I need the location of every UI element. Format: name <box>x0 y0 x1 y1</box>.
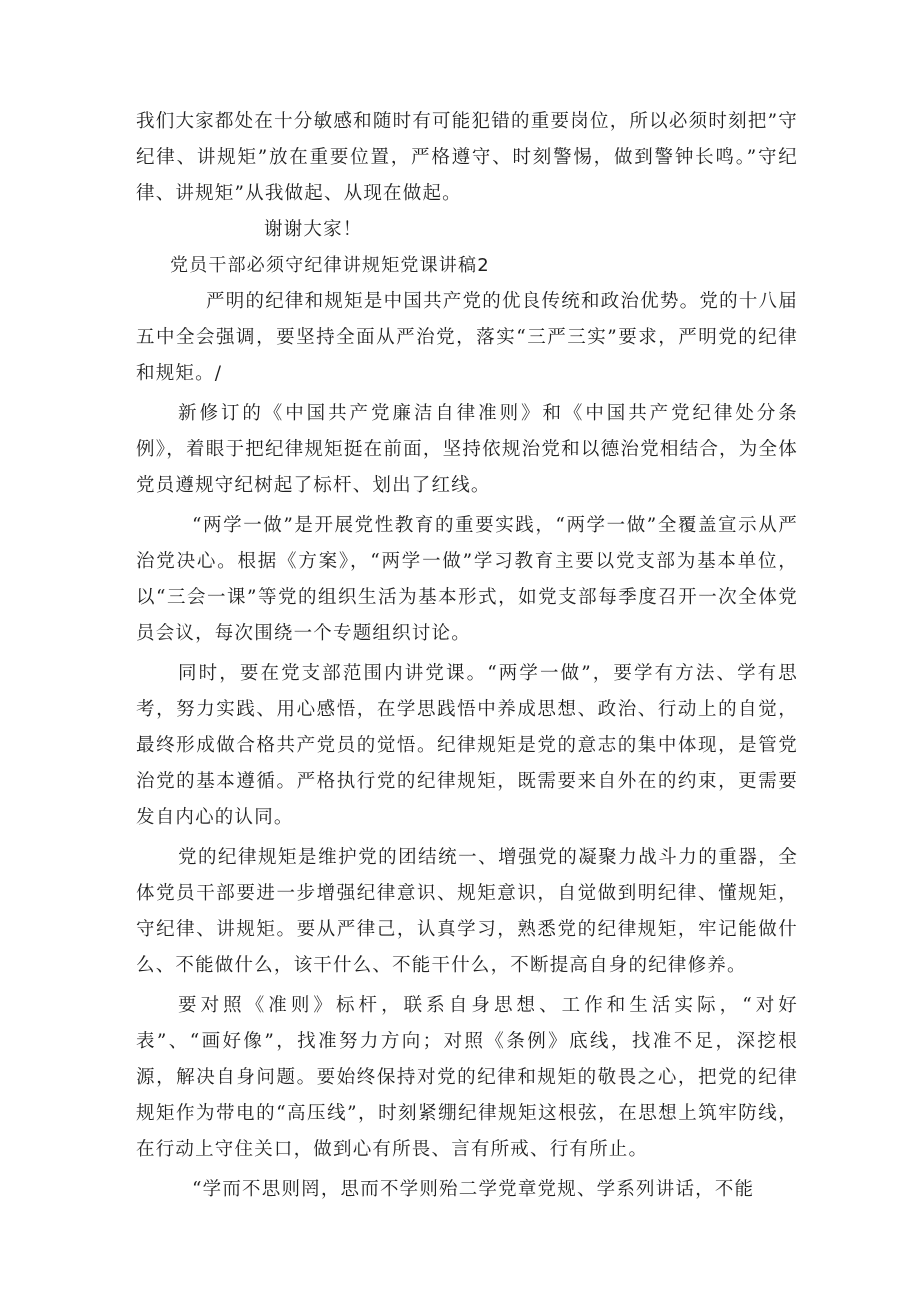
paragraph-1: 严明的纪律和规矩是中国共产党的优良传统和政治优势。党的十八届五中全会强调，要坚持全面从严治党，落实“三严三实”要求，严明党的纪律和规矩。/ <box>136 291 798 384</box>
document-body <box>136 104 798 1208</box>
section-heading: 党员干部必须守纪律讲规矩党课讲稿2 <box>170 255 490 276</box>
paragraph-intro: 我们大家都处在十分敏感和随时有可能犯错的重要岗位，所以必须时刻把”守纪律、讲规矩”放在重要位置，严格遵守、时刻警惕，做到警钟长鸣。”守纪律、讲规矩”从我做起、从现在做起。 <box>136 111 798 204</box>
thanks-line: 谢谢大家！ <box>264 219 363 240</box>
paragraph-7: “学而不思则罔，思而不学则殆二学党章党规、学系列讲话，不能 <box>192 1179 755 1200</box>
paragraph-6: 要对照《准则》标杆，联系自身思想、工作和生活实际，“对好表”、“画好像”，找准努力方向；对照《条例》底线，找准不足，深挖根源，解决自身问题。要始终保持对党的纪律和规矩的敬畏之心，把党的纪律规矩作为带电的“高压线”，时刻紧绷纪律规矩这根弦，在思想上筑牢防线，在行动上守住关口，做到心有所畏、言有所戒、行有所止。 <box>136 995 798 1160</box>
paragraph-4: 同时，要在党支部范围内讲党课。“两学一做”，要学有方法、学有思考，努力实践、用心感悟，在学思践悟中养成思想、政治、行动上的自觉，最终形成做合格共产党员的觉悟。纪律规矩是党的意志的集中体现，是管党治党的基本遵循。严格执行党的纪律规矩，既需要来自外在的约束，更需要发自内心的认同。 <box>136 663 798 828</box>
paragraph-5: 党的纪律规矩是维护党的团结统一、增强党的凝聚力战斗力的重器，全体党员干部要进一步增强纪律意识、规矩意识，自觉做到明纪律、懂规矩，守纪律、讲规矩。要从严律己，认真学习，熟悉党的纪律规矩，牢记能做什么、不能做什么，该干什么、不能干什么，不断提高自身的纪律修养。 <box>136 847 798 976</box>
paragraph-2: 新修订的《中国共产党廉洁自律准则》和《中国共产党纪律处分条例》，着眼于把纪律规矩挺在前面，坚持依规治党和以德治党相结合，为全体党员遵规守纪树起了标杆、划出了红线。 <box>136 403 798 496</box>
paragraph-3: “两学一做”是开展党性教育的重要实践，“两学一做”全覆盖宣示从严治党决心。根据《方案》，“两学一做”学习教育主要以党支部为基本单位，以“三会一课”等党的组织生活为基本形式，如党支部每季度召开一次全体党员会议，每次围绕一个专题组织讨论。 <box>136 515 798 644</box>
